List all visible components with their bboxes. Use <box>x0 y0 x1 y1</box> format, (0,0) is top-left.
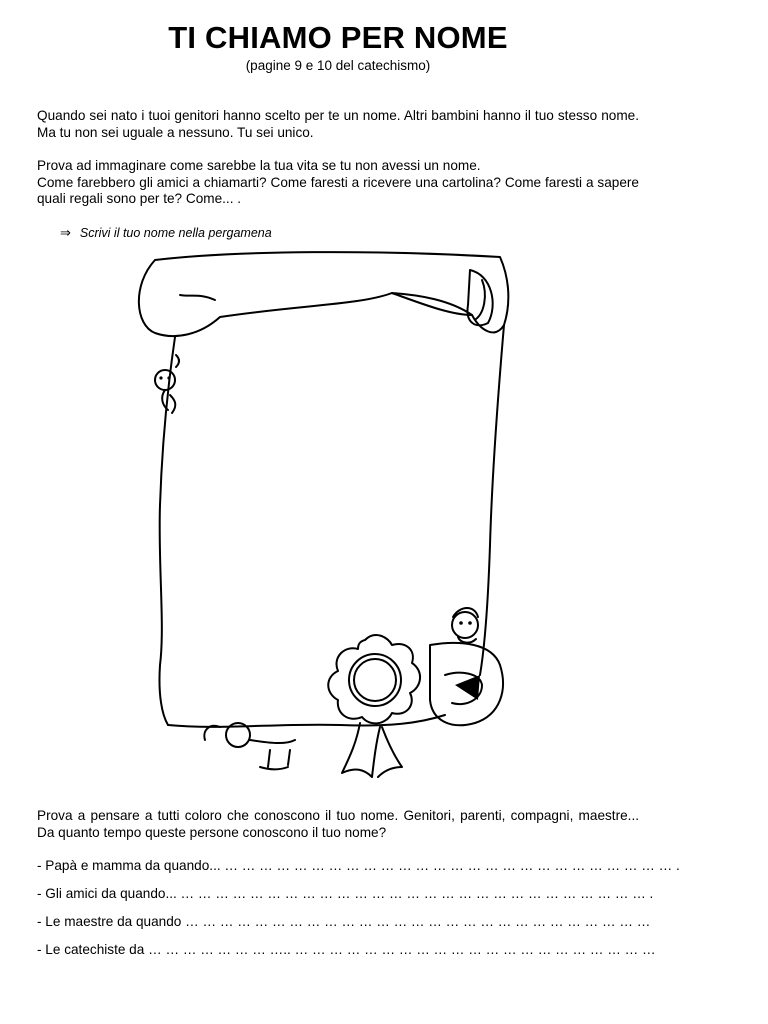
question-parents[interactable]: - Papà e mamma da quando... … … … … … … … … … … … … … … … … … … … … … … … … … … . <box>37 858 680 873</box>
question-catechists[interactable]: - Le catechiste da … … … … … … … ….. … … … … … … … … … … … … … … … … … … … … … <box>37 942 656 957</box>
intro-paragraph: Quando sei nato i tuoi genitori hanno scelto per te un nome. Altri bambini hanno il tuo stesso nome. Ma tu non sei uguale a nessuno. Tu sei unico. <box>37 108 639 140</box>
right-arrow-icon: ⇒ <box>60 225 71 240</box>
question-friends[interactable]: - Gli amici da quando... … … … … … … … … … … … … … … … … … … … … … … … … … … … . <box>37 886 654 901</box>
instruction-text: Scrivi il tuo nome nella pergamena <box>79 226 272 240</box>
page-title: TI CHIAMO PER NOME <box>168 20 508 55</box>
page-subtitle: (pagine 9 e 10 del catechismo) <box>245 58 431 73</box>
imagine-paragraph <box>37 158 639 208</box>
question-teachers[interactable]: - Le maestre da quando … … … … … … … … … … … … … … … … … … … … … … … … … … … <box>37 914 651 929</box>
imagine-line-2: Come farebbero gli amici a chiamarti? Come faresti a ricevere una cartolina? Come faresti a sapere quali regali sono per te? Come... . <box>37 174 639 206</box>
imagine-line-1: Prova ad immaginare come sarebbe la tua vita se tu non avessi un nome. <box>37 158 481 173</box>
reflection-paragraph: Prova a pensare a tutti coloro che conoscono il tuo nome. Genitori, parenti, compagni, maestre... Da quanto tempo queste persone conoscono il tuo nome? <box>37 808 639 840</box>
parchment-illustration[interactable] <box>120 245 520 785</box>
instruction <box>60 225 272 241</box>
